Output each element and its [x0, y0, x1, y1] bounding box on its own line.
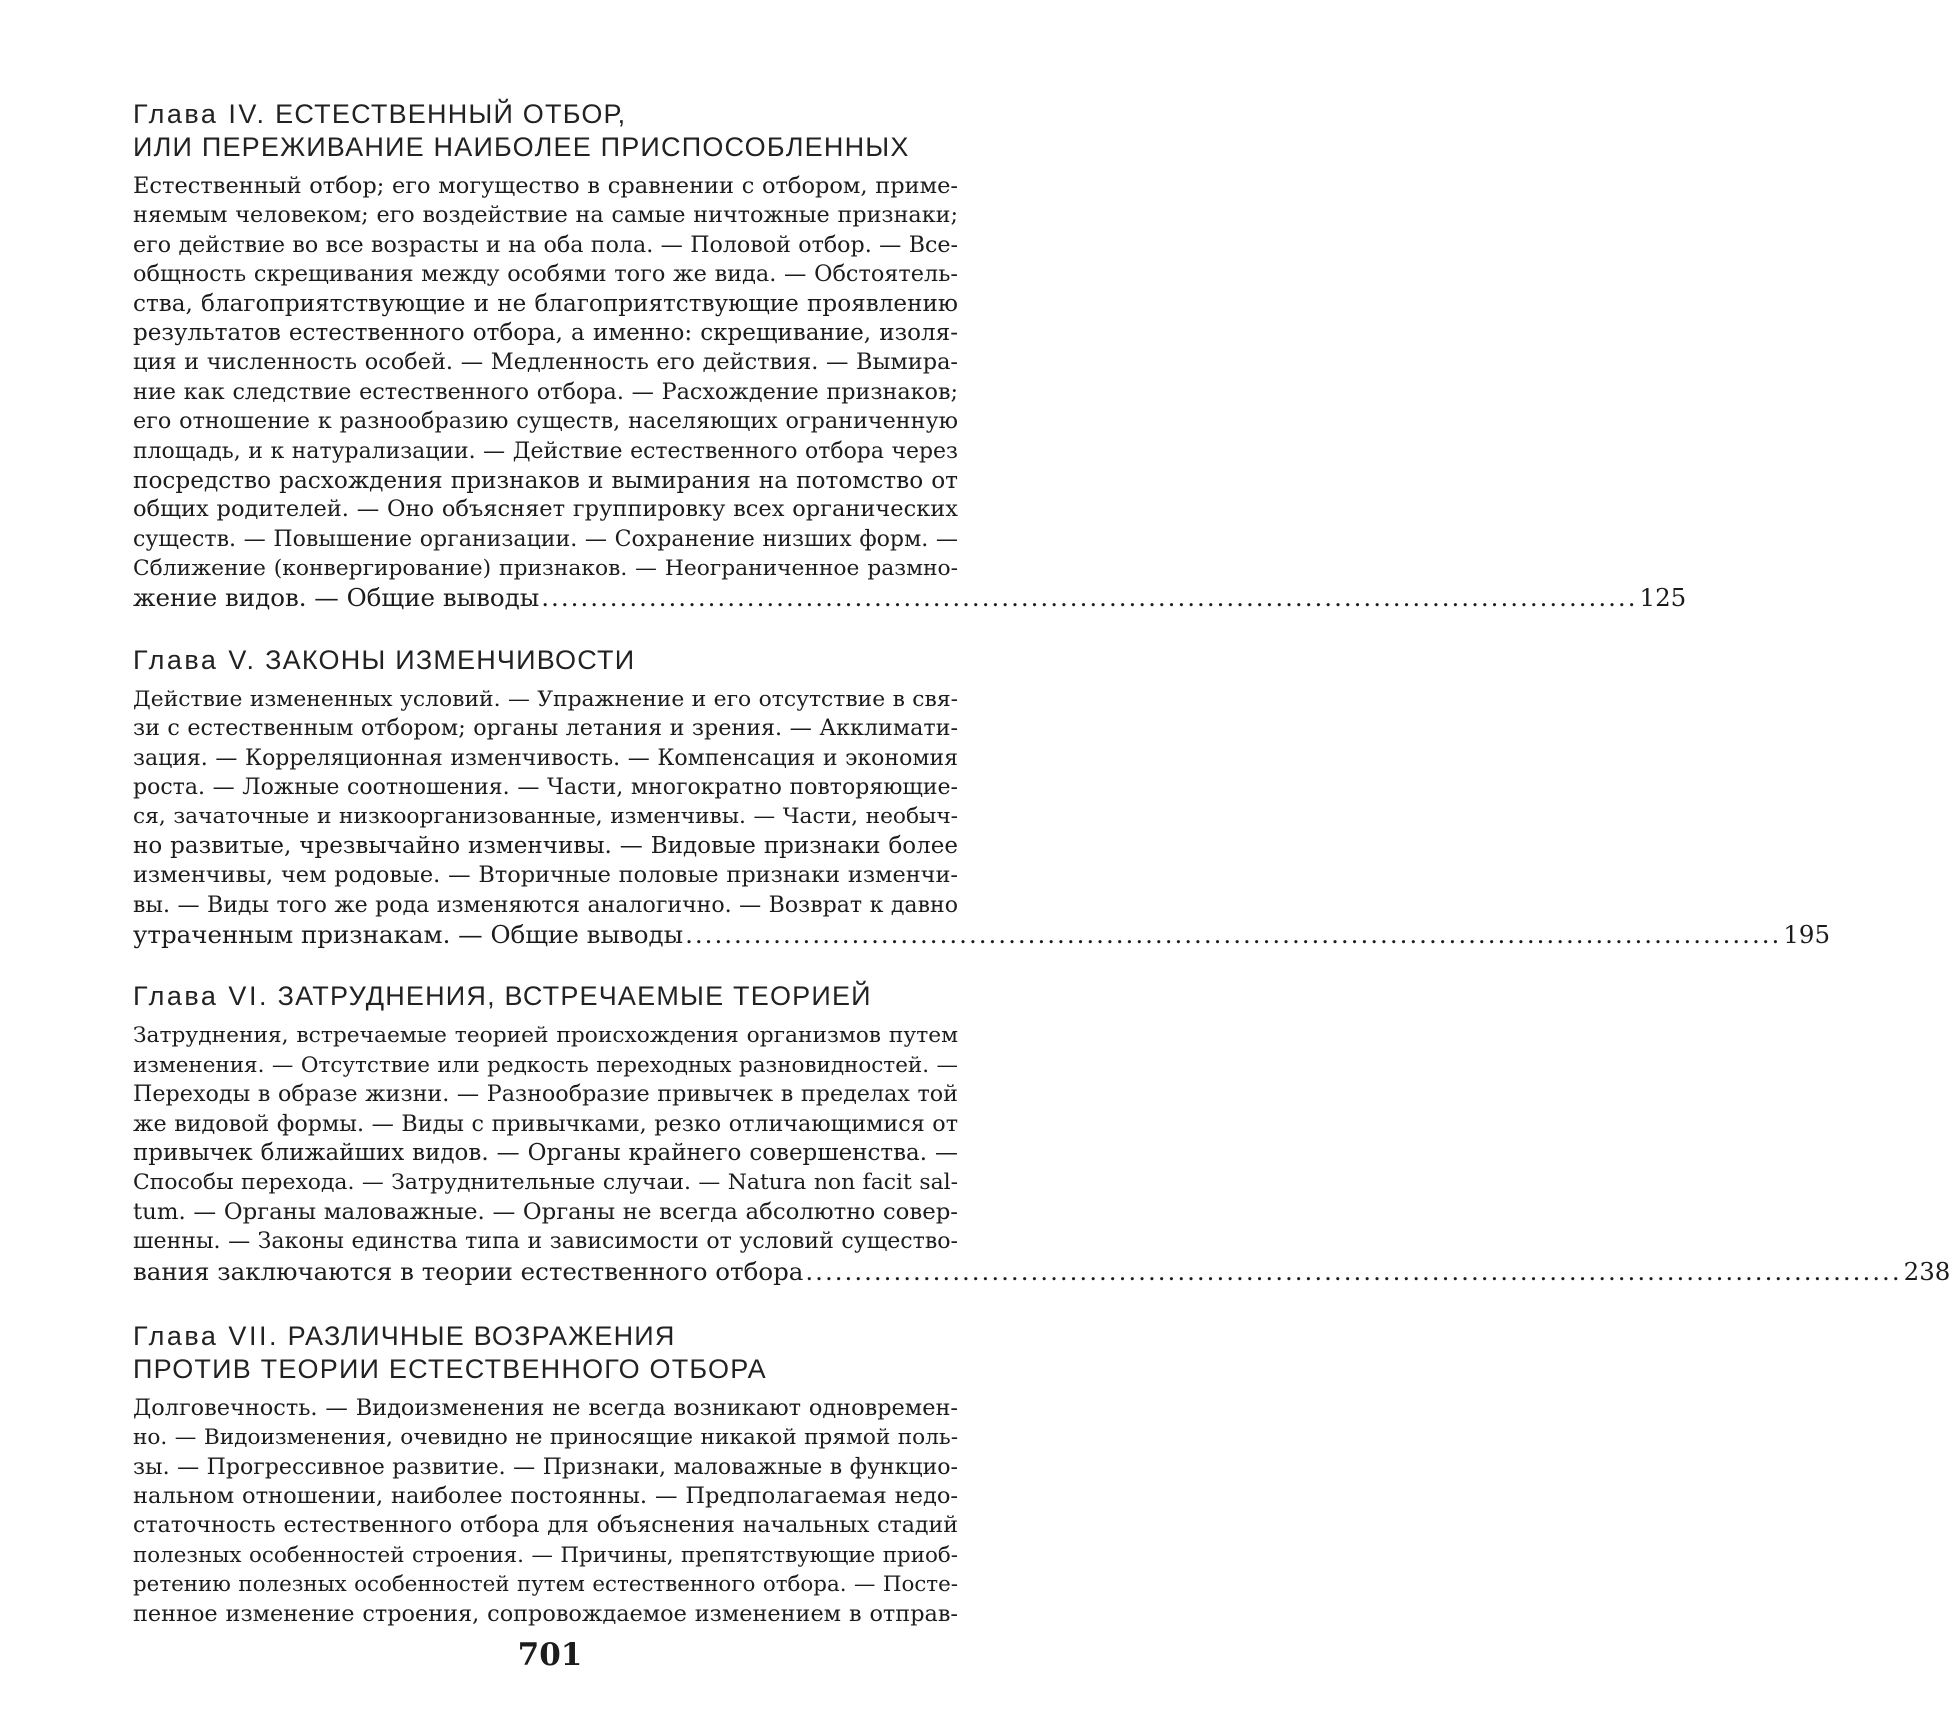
summary-line: шенны. — Законы единства типа и зависимости от условий существо- — [133, 1229, 958, 1255]
summary-line: вы. — Виды того же рода изменяются аналогично. — Возврат к давно — [133, 892, 958, 918]
chapter-4-heading — [133, 98, 958, 164]
summary-line: Долговечность. — Видоизменения не всегда возникают одновремен- — [133, 1394, 958, 1421]
summary-line: его отношение к разнообразию существ, населяющих ограниченную — [133, 408, 958, 435]
leader-dots: ................................................................................................................ — [541, 583, 1638, 613]
page-number: 701 — [517, 1637, 583, 1673]
toc-page — [133, 98, 1950, 1629]
summary-line: изменчивы, чем родовые. — Вторичные половые признаки изменчи- — [133, 862, 958, 889]
summary-line: нальном отношении, наиболее постоянны. — Предполагаемая недо- — [133, 1483, 958, 1510]
chapter-4-label: Глава IV. — [133, 99, 267, 129]
summary-line: общность скрещивания между особями того же вида. — Обстоятель- — [133, 261, 958, 288]
summary-line: Сближение (конвергирование) признаков. — Неограниченное размно- — [133, 556, 958, 582]
chapter-5-summary — [133, 685, 1831, 950]
summary-line: изменения. — Отсутствие или редкость переходных разновидностей. — — [133, 1052, 958, 1078]
summary-last-line — [133, 919, 1831, 949]
summary-line: Затруднения, встречаемые теорией происхождения организмов путем — [133, 1023, 958, 1049]
summary-line: пенное изменение строения, сопровождаемое изменением в отправ- — [133, 1600, 958, 1627]
chapter-7-label: Глава VII. — [133, 1320, 279, 1351]
summary-line: но развитые, чрезвычайно изменчивы. — Видовые признаки более — [133, 832, 958, 859]
chapter-5 — [133, 644, 1831, 950]
summary-line: ретению полезных особенностей путем естественного отбора. — Посте- — [133, 1572, 958, 1598]
summary-line: вания заключаются в теории естественного отбора — [133, 1256, 804, 1286]
summary-line: площадь, и к натурализации. — Действие естественного отбора через — [133, 438, 958, 464]
chapter-6-summary — [133, 1021, 1950, 1286]
summary-line: посредство расхождения признаков и вымирания на потомство от — [133, 466, 958, 494]
summary-line: утраченным признакам. — Общие выводы — [133, 919, 684, 949]
chapter-6-label: Глава VI. — [133, 981, 269, 1012]
chapter-7-summary — [133, 1394, 958, 1629]
summary-last-line — [133, 1256, 1950, 1286]
leader-dots: ................................................................................................................ — [805, 1256, 1902, 1286]
summary-line: Переходы в образе жизни. — Разнообразие привычек в пределах той — [133, 1081, 958, 1108]
chapter-6-page-number: 238 — [1903, 1256, 1950, 1286]
summary-line: зи с естественным отбором; органы летания и зрения. — Акклимати- — [133, 715, 958, 742]
summary-line: жение видов. — Общие выводы — [133, 583, 540, 613]
summary-line: же видовой формы. — Виды с привычками, резко отличающимися от — [133, 1110, 958, 1137]
summary-line: зация. — Корреляционная изменчивость. — Компенсация и экономия — [133, 745, 958, 771]
summary-line: Естественный отбор; его могущество в сравнении с отбором, приме- — [133, 173, 958, 199]
summary-line: tum. — Органы маловажные. — Органы не всегда абсолютно совер- — [133, 1198, 958, 1225]
chapter-7-title-line-2: ПРОТИВ ТЕОРИИ ЕСТЕСТВЕННОГО ОТБОРА — [133, 1353, 767, 1384]
chapter-4-title-line-2: ИЛИ ПЕРЕЖИВАНИЕ НАИБОЛЕЕ ПРИСПОСОБЛЕННЫХ — [133, 132, 910, 162]
chapter-6-heading — [133, 980, 958, 1013]
summary-line: его действие во все возрасты и на оба пола. — Половой отбор. — Все- — [133, 231, 958, 258]
summary-line: няемым человеком; его воздействие на самые ничтожные признаки; — [133, 202, 958, 229]
chapter-4 — [133, 98, 1687, 613]
chapter-6 — [133, 980, 1950, 1286]
summary-line: зы. — Прогрессивное развитие. — Признаки, маловажные в функцио- — [133, 1454, 958, 1480]
chapter-6-title-line-1: ЗАТРУДНЕНИЯ, ВСТРЕЧАЕМЫЕ ТЕОРИЕЙ — [277, 981, 872, 1012]
chapter-5-label: Глава V. — [133, 644, 257, 675]
chapter-5-title-line-1: ЗАКОНЫ ИЗМЕНЧИВОСТИ — [265, 644, 636, 675]
chapter-5-page-number: 195 — [1783, 919, 1831, 949]
summary-line: существ. — Повышение организации. — Сохранение низших форм. — — [133, 525, 958, 552]
summary-line: роста. — Ложные соотношения. — Части, многократно повторяющие- — [133, 775, 958, 801]
chapter-7-title-line-1: РАЗЛИЧНЫЕ ВОЗРАЖЕНИЯ — [287, 1320, 676, 1351]
summary-line: общих родителей. — Оно объясняет группировку всех органических — [133, 496, 958, 523]
summary-line: ние как следствие естественного отбора. — Расхождение признаков; — [133, 378, 958, 405]
summary-line: результатов естественного отбора, а именно: скрещивание, изоля- — [133, 319, 958, 346]
chapter-4-page-number: 125 — [1639, 583, 1687, 613]
chapter-4-title-line-1: ЕСТЕСТВЕННЫЙ ОТБОР, — [275, 99, 627, 129]
chapter-7 — [133, 1320, 958, 1629]
summary-line: Способы перехода. — Затруднительные случаи. — Natura non facit sal- — [133, 1170, 958, 1196]
summary-line: Действие измененных условий. — Упражнение и его отсутствие в свя- — [133, 686, 958, 712]
summary-line: привычек ближайших видов. — Органы крайнего совершенства. — — [133, 1139, 958, 1166]
leader-dots: ................................................................................................................ — [685, 919, 1782, 949]
chapter-7-heading — [133, 1320, 958, 1386]
summary-line: ся, зачаточные и низкоорганизованные, изменчивы. — Части, необыч- — [133, 804, 958, 830]
summary-last-line — [133, 583, 1687, 613]
summary-line: ция и численность особей. — Медленность его действия. — Вымира- — [133, 349, 958, 376]
summary-line: полезных особенностей строения. — Причины, препятствующие приоб- — [133, 1542, 958, 1568]
summary-line: статочность естественного отбора для объяснения начальных стадий — [133, 1512, 958, 1539]
chapter-5-heading — [133, 644, 958, 677]
summary-line: но. — Видоизменения, очевидно не приносящие никакой прямой поль- — [133, 1425, 958, 1451]
chapter-4-summary — [133, 172, 1687, 613]
summary-line: ства, благоприятствующие и не благоприятствующие проявлению — [133, 290, 958, 317]
